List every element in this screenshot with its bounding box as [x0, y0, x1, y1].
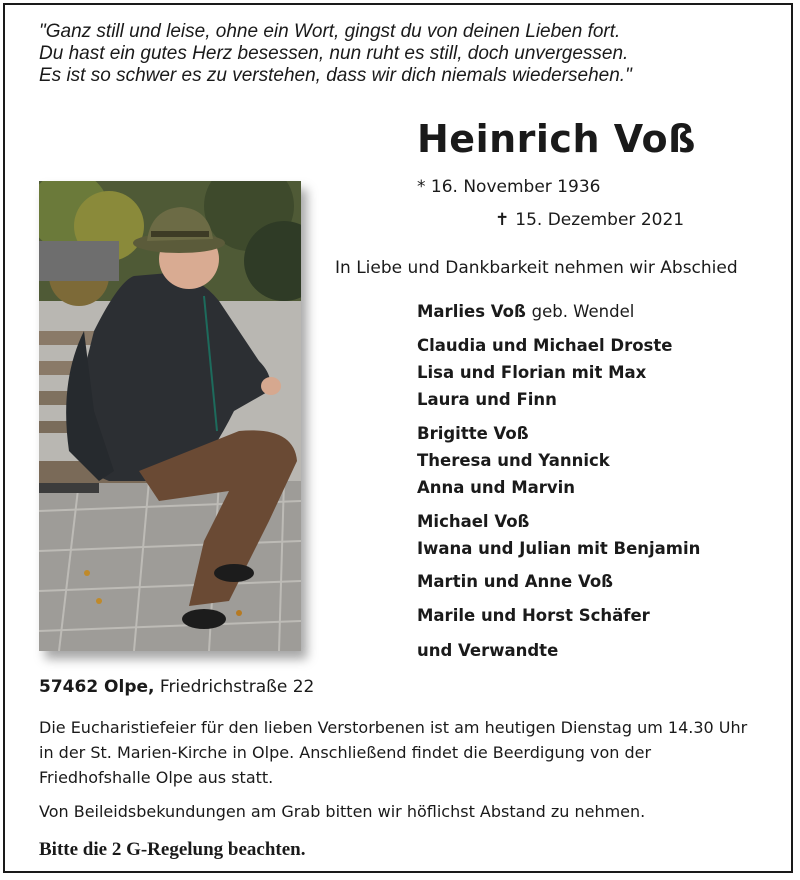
address-city: 57462 Olpe,: [39, 677, 155, 697]
mourner-line: Claudia und Michael Droste: [417, 336, 673, 355]
mourner-line: Brigitte Voß: [417, 424, 529, 443]
mourner-line: und Verwandte: [417, 641, 559, 660]
quote-line-3: Es ist so schwer es zu verstehen, dass wir dich niemals wiedersehen.": [39, 65, 632, 86]
mourner-line: Michael Voß: [417, 512, 530, 531]
mourner-line: Marile und Horst Schäfer: [417, 606, 650, 625]
quote-line-2: Du hast ein gutes Herz besessen, nun ruht es still, doch unvergessen.: [39, 43, 629, 64]
farewell-text: In Liebe und Dankbarkeit nehmen wir Abschied: [335, 258, 738, 278]
quote-line-1: "Ganz still und leise, ohne ein Wort, gingst du von deinen Lieben fort.: [39, 21, 621, 42]
death-date: 15. Dezember 2021: [515, 210, 685, 230]
obituary-frame: [3, 3, 793, 873]
latin-cross-icon: ✝: [495, 210, 510, 230]
birth-date: * 16. November 1936: [417, 177, 601, 197]
address-street: Friedrichstraße 22: [159, 677, 315, 697]
deceased-photo: [39, 181, 301, 651]
mourner-line: Iwana und Julian mit Benjamin: [417, 539, 701, 558]
family-address: [39, 677, 314, 697]
service-info: Die Eucharistiefeier für den lieben Verstorbenen ist am heutigen Dienstag um 14.30 Uhr in der St. Marien-Kirche in Olpe. Anschließend findet die Beerdigung von der Friedhofshalle Olpe aus statt.: [39, 718, 748, 787]
covid-rule-notice: Bitte die 2 G-Regelung beachten.: [39, 839, 306, 860]
death-date-line: [495, 210, 684, 230]
mourner-line: Lisa und Florian mit Max: [417, 363, 647, 382]
mourner-line: Laura und Finn: [417, 390, 557, 409]
memorial-quote: [39, 21, 759, 87]
mourner-line: Martin und Anne Voß: [417, 572, 614, 591]
deceased-name: Heinrich Voß: [417, 117, 696, 161]
mourner-name: Marlies Voß: [417, 302, 526, 321]
mourner-line: Anna und Marvin: [417, 478, 576, 497]
mourner-maiden-name: geb. Wendel: [531, 302, 635, 321]
mourner-line: [417, 302, 634, 321]
condolence-note: Von Beileidsbekundungen am Grab bitten wir höflichst Abstand zu nehmen.: [39, 802, 646, 821]
mourner-line: Theresa und Yannick: [417, 451, 610, 470]
